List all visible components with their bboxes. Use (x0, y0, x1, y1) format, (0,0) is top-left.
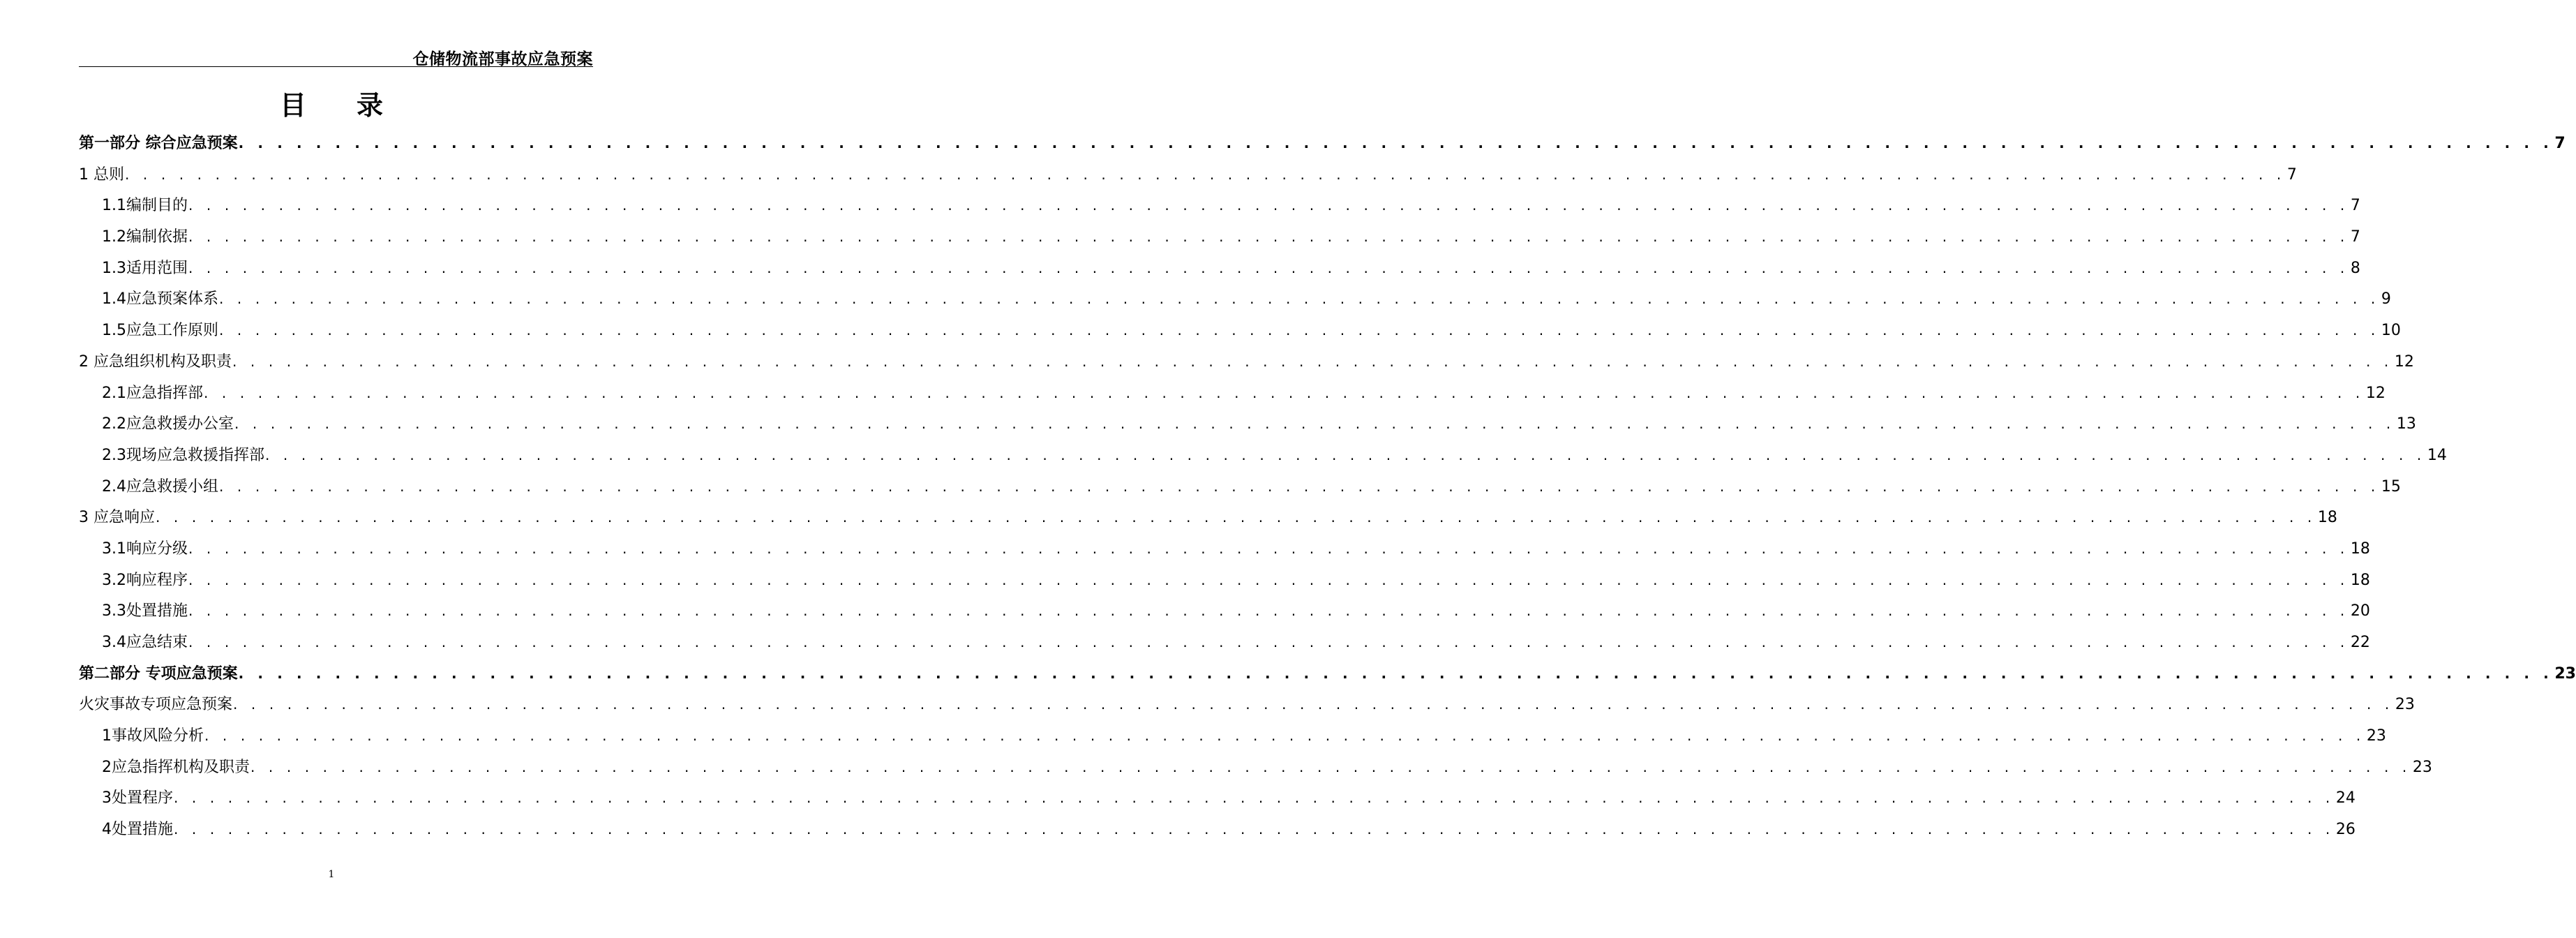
toc-entry[interactable] (79, 471, 2401, 502)
toc-entry-label: 1.4应急预案体系 (102, 290, 218, 308)
toc-entry-label: 4处置措施 (102, 821, 173, 839)
toc-entry-label: 3.2响应程序 (102, 571, 188, 589)
toc-entry-page: 23 (2412, 758, 2432, 776)
toc-dot-leader: . . . . . . . . . . . . . . . . . . . . . . . . . . . . . . . . . . . . . . . . . . . . . . . . . . . . . . . . . . . . . . . . . . . . . . . . . . . . . . . . . . . . . . . . . . . . . . . . . . . . . . . . . . . . . . . . . . . . . . . . (174, 821, 2335, 838)
toc-dot-leader: . . . . . . . . . . . . . . . . . . . . . . . . . . . . . . . . . . . . . . . . . . . . . . . . . . . . . . . . . . . . . . . . . . . . . . . . . . . . . . . . . . . . . . . . . . . . . . . . . . . . . . . . . . . . . . . . . . . . . . . . (188, 634, 2349, 650)
toc-entry-label: 2应急指挥机构及职责 (102, 758, 250, 776)
toc-entry-label: 1.1编制目的 (102, 197, 188, 215)
header-divider (79, 66, 593, 67)
toc-entry[interactable] (79, 346, 2414, 378)
running-header-title: 仓储物流部事故应急预案 (412, 50, 593, 68)
toc-entry[interactable] (79, 283, 2391, 315)
toc-dot-leader: . . . . . . . . . . . . . . . . . . . . . . . . . . . . . . . . . . . . . . . . . . . . . . . . . . . . . . . . . . . . . . . . . . . . . . . . . . . . . . . . . . . . . . . . . . . . . . . . . . . . . . . . . . . . . . . . . . . . . . . . (204, 727, 2365, 745)
toc-dot-leader: . . . . . . . . . . . . . . . . . . . . . . . . . . . . . . . . . . . . . . . . . . . . . . . . . . . . . . . . . . . . . . . . . . . . . . . . . . . . . . . . . . . . . . . . . . . . . . . . . . . . . . . . . . . . . . . . . . . . . . . . (238, 664, 2554, 682)
toc-entry-page: 7 (2350, 228, 2360, 246)
toc-entry[interactable] (79, 533, 2370, 565)
toc-entry-page: 20 (2350, 602, 2370, 620)
toc-dot-leader: . . . . . . . . . . . . . . . . . . . . . . . . . . . . . . . . . . . . . . . . . . . . . . . . . . . . . . . . . . . . . . . . . . . . . . . . . . . . . . . . . . . . . . . . . . . . . . . . . . . . . . . . . . . . . . . . . . . . . . . . (204, 384, 2365, 401)
page-number: 1 (328, 869, 335, 880)
toc-entry-page: 8 (2350, 259, 2360, 277)
toc-entry-page: 7 (2350, 197, 2360, 215)
toc-entry-label: 1.5应急工作原则 (102, 322, 218, 340)
toc-entry-page: 7 (2554, 135, 2566, 152)
toc-dot-leader: . . . . . . . . . . . . . . . . . . . . . . . . . . . . . . . . . . . . . . . . . . . . . . . . . . . . . . . . . . . . . . . . . . . . . . . . . . . . . . . . . . . . . . . . . . . . . . . . . . . . . . . . . . . . . . . . . . . . . . . . (219, 322, 2380, 339)
toc-entry[interactable] (79, 658, 2576, 690)
toc-entry-page: 12 (2394, 352, 2414, 371)
toc-entry-label: 3.4应急结束 (102, 634, 188, 651)
toc-dot-leader: . . . . . . . . . . . . . . . . . . . . . . . . . . . . . . . . . . . . . . . . . . . . . . . . . . . . . . . . . . . . . . . . . . . . . . . . . . . . . . . . . . . . . . . . . . . . . . . . . . . . . . . . . . . . . . . . . . . . . . . . (233, 696, 2394, 713)
toc-entry-label: 第二部分 专项应急预案 (79, 664, 238, 683)
toc-entry-label: 1.3适用范围 (102, 259, 188, 277)
toc-entry[interactable] (79, 595, 2370, 627)
toc-entry[interactable] (79, 782, 2356, 814)
toc-entry[interactable] (79, 253, 2360, 284)
toc-entry[interactable] (79, 689, 2415, 720)
toc-entry-label: 3.1响应分级 (102, 539, 188, 558)
toc-dot-leader: . . . . . . . . . . . . . . . . . . . . . . . . . . . . . . . . . . . . . . . . . . . . . . . . . . . . . . . . . . . . . . . . . . . . . . . . . . . . . . . . . . . . . . . . . . . . . . . . . . . . . . . . . . . . . . . . . . . . . . . . (232, 352, 2393, 370)
toc-dot-leader: . . . . . . . . . . . . . . . . . . . . . . . . . . . . . . . . . . . . . . . . . . . . . . . . . . . . . . . . . . . . . . . . . . . . . . . . . . . . . . . . . . . . . . . . . . . . . . . . . . . . . . . . . . . . . . . . . . . . . . . . (188, 197, 2349, 214)
toc-entry[interactable] (79, 814, 2356, 845)
toc-heading: 目录 (279, 90, 433, 121)
toc-entry-page: 23 (2554, 664, 2576, 683)
toc-entry-page: 14 (2427, 446, 2447, 464)
toc-entry-label: 1.2编制依据 (102, 228, 188, 246)
toc-entry-label: 火灾事故专项应急预案 (79, 696, 233, 714)
toc-dot-leader: . . . . . . . . . . . . . . . . . . . . . . . . . . . . . . . . . . . . . . . . . . . . . . . . . . . . . . . . . . . . . . . . . . . . . . . . . . . . . . . . . . . . . . . . . . . . . . . . . . . . . . . . . . . . . . . . . . . . . . . . (250, 758, 2411, 775)
toc-entry-page: 18 (2350, 571, 2370, 589)
toc-entry-page: 22 (2350, 634, 2370, 651)
toc-entry[interactable] (79, 378, 2386, 409)
toc-entry[interactable] (79, 627, 2370, 658)
toc-entry[interactable] (79, 565, 2370, 596)
toc-entry-page: 24 (2335, 789, 2356, 807)
toc-entry-label: 2.3现场应急救援指挥部 (102, 446, 264, 464)
toc-entry-label: 1 总则 (79, 165, 124, 184)
toc-entry[interactable] (79, 221, 2360, 253)
toc-entry-label: 第一部分 综合应急预案 (79, 135, 238, 152)
toc-entry[interactable] (79, 408, 2416, 440)
toc-dot-leader: . . . . . . . . . . . . . . . . . . . . . . . . . . . . . . . . . . . . . . . . . . . . . . . . . . . . . . . . . . . . . . . . . . . . . . . . . . . . . . . . . . . . . . . . . . . . . . . . . . . . . . . . . . . . . . . . . . . . . . . . (265, 446, 2426, 463)
toc-dot-leader: . . . . . . . . . . . . . . . . . . . . . . . . . . . . . . . . . . . . . . . . . . . . . . . . . . . . . . . . . . . . . . . . . . . . . . . . . . . . . . . . . . . . . . . . . . . . . . . . . . . . . . . . . . . . . . . . . . . . . . . . (174, 789, 2335, 807)
toc-dot-leader: . . . . . . . . . . . . . . . . . . . . . . . . . . . . . . . . . . . . . . . . . . . . . . . . . . . . . . . . . . . . . . . . . . . . . . . . . . . . . . . . . . . . . . . . . . . . . . . . . . . . . . . . . . . . . . . . . . . . . . . . (125, 165, 2286, 183)
toc-dot-leader: . . . . . . . . . . . . . . . . . . . . . . . . . . . . . . . . . . . . . . . . . . . . . . . . . . . . . . . . . . . . . . . . . . . . . . . . . . . . . . . . . . . . . . . . . . . . . . . . . . . . . . . . . . . . . . . . . . . . . . . . (188, 602, 2349, 620)
toc-entry[interactable] (79, 315, 2401, 346)
toc-entry-page: 10 (2381, 322, 2401, 340)
toc-entry-page: 12 (2365, 384, 2386, 402)
toc-entry-label: 2.2应急救援办公室 (102, 415, 234, 433)
toc-entry-page: 18 (2317, 509, 2337, 527)
toc-entry-page: 15 (2381, 477, 2401, 496)
toc-dot-leader: . . . . . . . . . . . . . . . . . . . . . . . . . . . . . . . . . . . . . . . . . . . . . . . . . . . . . . . . . . . . . . . . . . . . . . . . . . . . . . . . . . . . . . . . . . . . . . . . . . . . . . . . . . . . . . . . . . . . . . . . (234, 415, 2395, 433)
toc-entry[interactable] (79, 752, 2432, 783)
toc-entry-label: 2 应急组织机构及职责 (79, 352, 232, 371)
toc-entry[interactable] (79, 128, 2566, 159)
toc-dot-leader: . . . . . . . . . . . . . . . . . . . . . . . . . . . . . . . . . . . . . . . . . . . . . . . . . . . . . . . . . . . . . . . . . . . . . . . . . . . . . . . . . . . . . . . . . . . . . . . . . . . . . . . . . . . . . . . . . . . . . . . . (219, 477, 2380, 495)
toc-entry-page: 7 (2286, 165, 2297, 184)
toc-dot-leader: . . . . . . . . . . . . . . . . . . . . . . . . . . . . . . . . . . . . . . . . . . . . . . . . . . . . . . . . . . . . . . . . . . . . . . . . . . . . . . . . . . . . . . . . . . . . . . . . . . . . . . . . . . . . . . . . . . . . . . . . (156, 509, 2316, 526)
toc-entry-page: 18 (2350, 539, 2370, 558)
toc-entry-page: 23 (2395, 696, 2415, 714)
toc-entry-page: 13 (2396, 415, 2416, 433)
toc-entry[interactable] (79, 502, 2337, 533)
toc-dot-leader: . . . . . . . . . . . . . . . . . . . . . . . . . . . . . . . . . . . . . . . . . . . . . . . . . . . . . . . . . . . . . . . . . . . . . . . . . . . . . . . . . . . . . . . . . . . . . . . . . . . . . . . . . . . . . . . . . . . . . . . . (188, 539, 2349, 557)
toc-dot-leader: . . . . . . . . . . . . . . . . . . . . . . . . . . . . . . . . . . . . . . . . . . . . . . . . . . . . . . . . . . . . . . . . . . . . . . . . . . . . . . . . . . . . . . . . . . . . . . . . . . . . . . . . . . . . . . . . . . . . . . . . (188, 228, 2349, 246)
toc-dot-leader: . . . . . . . . . . . . . . . . . . . . . . . . . . . . . . . . . . . . . . . . . . . . . . . . . . . . . . . . . . . . . . . . . . . . . . . . . . . . . . . . . . . . . . . . . . . . . . . . . . . . . . . . . . . . . . . . . . . . . . . . (219, 290, 2380, 308)
toc-entry-label: 3处置程序 (102, 789, 173, 807)
toc-entry-label: 2.4应急救援小组 (102, 477, 218, 496)
toc-entry-label: 1事故风险分析 (102, 727, 204, 745)
toc-entry-label: 3.3处置措施 (102, 602, 188, 620)
table-of-contents (79, 128, 2576, 845)
toc-entry-label: 3 应急响应 (79, 509, 155, 527)
toc-entry[interactable] (79, 190, 2360, 221)
toc-entry[interactable] (79, 440, 2447, 471)
toc-entry-page: 23 (2366, 727, 2386, 745)
toc-dot-leader: . . . . . . . . . . . . . . . . . . . . . . . . . . . . . . . . . . . . . . . . . . . . . . . . . . . . . . . . . . . . . . . . . . . . . . . . . . . . . . . . . . . . . . . . . . . . . . . . . . . . . . . . . . . . . . . . . . . . . . . . (238, 135, 2554, 151)
toc-entry[interactable] (79, 159, 2297, 191)
toc-entry-page: 9 (2381, 290, 2391, 308)
toc-dot-leader: . . . . . . . . . . . . . . . . . . . . . . . . . . . . . . . . . . . . . . . . . . . . . . . . . . . . . . . . . . . . . . . . . . . . . . . . . . . . . . . . . . . . . . . . . . . . . . . . . . . . . . . . . . . . . . . . . . . . . . . . (188, 259, 2349, 276)
toc-dot-leader: . . . . . . . . . . . . . . . . . . . . . . . . . . . . . . . . . . . . . . . . . . . . . . . . . . . . . . . . . . . . . . . . . . . . . . . . . . . . . . . . . . . . . . . . . . . . . . . . . . . . . . . . . . . . . . . . . . . . . . . . (188, 571, 2349, 588)
toc-entry-page: 26 (2335, 821, 2356, 839)
toc-entry[interactable] (79, 720, 2386, 752)
toc-entry-label: 2.1应急指挥部 (102, 384, 203, 402)
